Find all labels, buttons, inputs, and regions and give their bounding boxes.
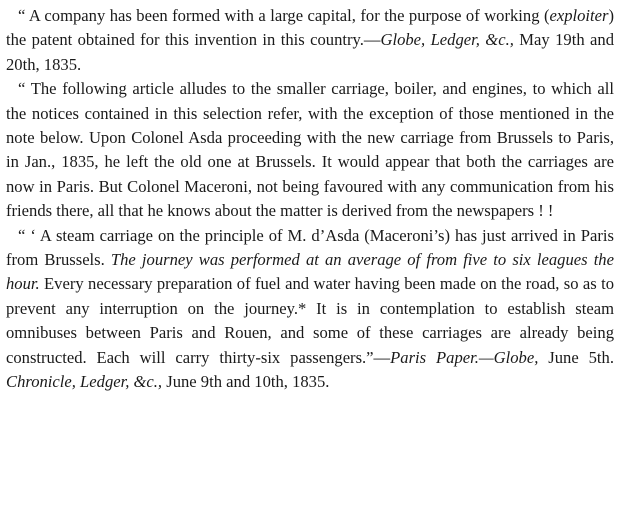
text-segment-italic: Globe, Ledger, &c., bbox=[380, 30, 514, 50]
text-segment-italic: Paris Paper.—Globe, bbox=[390, 347, 539, 367]
document-page bbox=[6, 4, 614, 395]
text-segment-italic: exploiter bbox=[549, 6, 609, 25]
text-segment: ) the patent obtained for this invention in this country.— bbox=[6, 6, 614, 50]
text-segment-italic: The journey was performed at an average of from five to six leagues the hour. bbox=[6, 250, 614, 294]
text-segment-italic: Chronicle, Ledger, &c., bbox=[6, 372, 163, 392]
text-segment: June 9th and 10th, 1835. bbox=[162, 372, 330, 392]
paragraph-steam-carriage bbox=[6, 224, 614, 395]
text-segment: “ ‘ A steam carriage on the principle of M. d’Asda (Maceroni’s) has just arrived in Paris from Brussels. bbox=[6, 225, 614, 270]
text-segment: Every necessary preparation of fuel and water having been made on the road, so as to prevent any interruption on the journey.* It is in contemplation to establish steam omnibuses between Paris and Rouen, and some of these carriages are already being constructed. Each will carry thirty-six passengers.”— bbox=[6, 274, 614, 367]
text-segment: “ The following article alludes to the smaller carriage, boiler, and engines, to which all the notices contained in this selection refer, with the exception of those mentioned in the note below. Upon Colonel Asda proceeding with the new carriage from Brussels to Paris, in Jan., 1835, he left the old one at Brussels. It would appear that both the carriages are now in Paris. But Colonel Maceroni, not being favoured with any communication from his friends there, all that he knows about the matter is derived from the newspapers ! ! bbox=[6, 79, 614, 221]
text-segment: June 5th. bbox=[538, 347, 614, 367]
text-segment: May 19th and 20th, 1835. bbox=[6, 30, 614, 74]
text-segment: “ A company has been formed with a large capital, for the purpose of working ( bbox=[18, 6, 550, 25]
paragraph-following-article bbox=[6, 77, 614, 223]
paragraph-company-formed bbox=[6, 4, 614, 77]
